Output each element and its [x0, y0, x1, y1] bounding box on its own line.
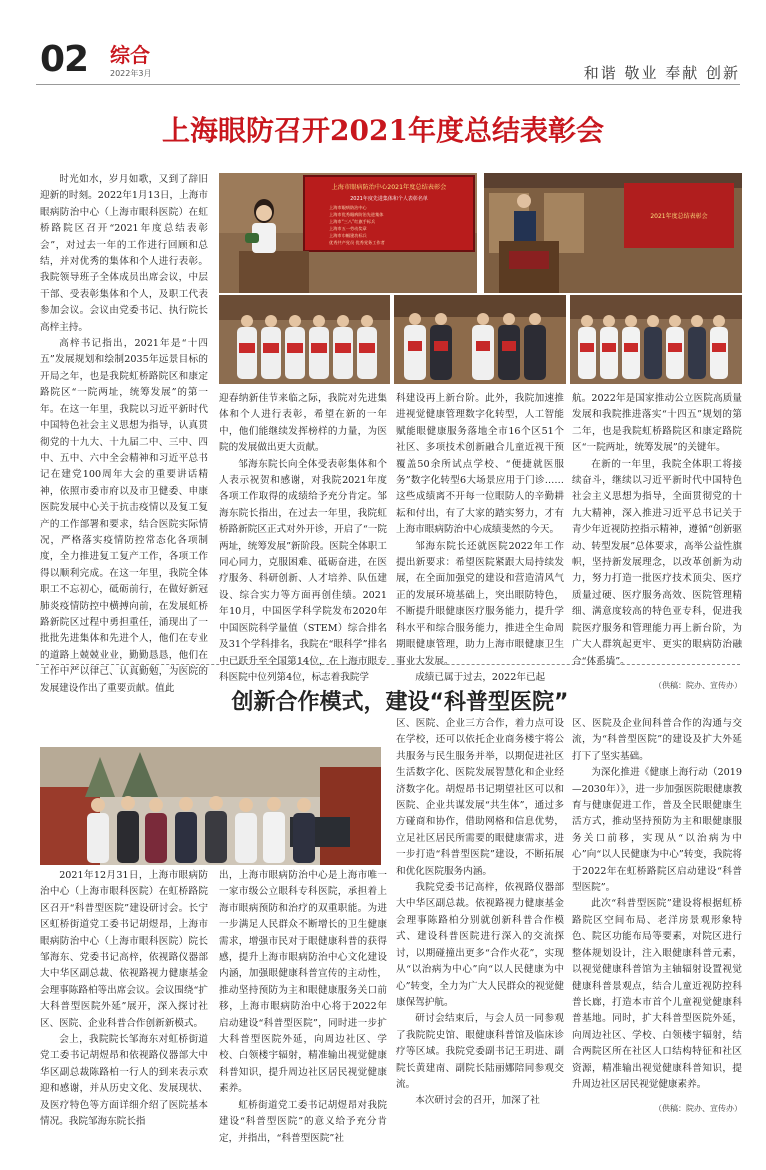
article2-credit: （供稿：院办、宣传办） — [654, 1104, 742, 1114]
motto: 和谐 敬业 奉献 创新 — [583, 64, 740, 82]
article2-col2 — [219, 868, 387, 1160]
article2-col1 — [40, 868, 208, 1160]
article2-paragraph: 区、医院及企业间科普合作的沟通与交流，为“科普型医院”的建设及扩大外延打下了坚实基础。 — [572, 718, 742, 762]
article2-paragraph: 为深化推进《健康上海行动（2019—2030年）》，进一步加强医院眼健康教育与健康促进工作，普及全民眼健康生活方式，推动坚持预防为主和眼健康服务关口前移，实现从“以治病为中心”向“以人民健康为中心”转变，我院将于2022年在虹桥路院区启动建设“科普型医院”。 — [572, 767, 742, 894]
photo-award-group-3 — [570, 295, 742, 384]
screen-small-title: 2021年度总结表彰会 — [650, 213, 708, 220]
article2-paragraph: 研讨会结束后，与会人员一同参观了我院院史馆、眼健康科普馆及临床诊疗等区域。我院党委副书记王玥进、副院长黄建南、副院长陆丽娜陪同参观交流。 — [396, 1013, 564, 1090]
issue-date: 2022年3月 — [110, 69, 152, 78]
photo-director-speech-image — [484, 173, 742, 293]
screen-list-title: 2021年度先进集体和个人表彰名单 — [350, 196, 428, 202]
photo-award-group-1 — [219, 295, 390, 384]
article1-paragraph: 科建设再上新台阶。此外，我院加速推进视觉健康管理数字化转型，人工智能赋能眼健康服务落地全市16个区51个社区、多项技术创新融合儿童近视干预覆盖50余所试点学校、“便捷就医服务”数字化转型6大场景应用于门诊……这些成绩离不开每一位眼防人的辛勤耕耘和付出，有了大家的踏实努力，才有上海市眼病防治中心成绩斐然的今天。 — [396, 393, 564, 536]
article2-paragraph: 我院党委书记高梓，依视路仪器部大中华区副总裁。依视路视力健康基金会理事陈路柏分别就创新科普合作模式、建设科普医院进行深入的交流探讨，以期碰撞出更多“合作火花”，实现从“以治病为中心”向“以人民健康为中心”转变，全力为广大人民群众的视觉健康保驾护航。 — [396, 882, 564, 1008]
article1-title: 上海眼防召开2021年度总结表彰会 — [162, 114, 604, 147]
article2-col3 — [396, 716, 564, 1160]
article1-paragraph: 时光如水，岁月如歌，又到了辞旧迎新的时刻。2022年1月13日，上海市眼病防治中心（上海市眼科医院）在虹桥路院区召开“2021年度总结表彰会”，对过去一年的工作进行回顾和总结，并对优秀的集体和个人进行表彰。我院领导班子全体成员出席会议，中层干部、受表彰集体和个人，及职工代表参加会议。会议由党委书记、执行院长高梓主持。 — [40, 174, 208, 333]
article1-paragraph: 在新的一年里，我院全体职工将接续奋斗，继续以习近平新时代中国特色社会主义思想为指导，全面贯彻党的十九大精神，深入推进习近平总书记关于青少年近视防控指示精神，遵循“创新驱动、转型发展”总体要求，高举公益性旗帜，坚持新发展理念，以改革创新为动力，努力打造一批医疗技术顶尖、医疗质量过硬、医疗服务高效、医院管理精细、满意度较高的特色亚专科，促进我院医疗服务和管理能力再上新台阶，为广大人群筑起更牢、更实的眼病防治融合“体系墙”。 — [572, 458, 742, 667]
article1-col2 — [219, 391, 387, 683]
section-title: 综合 — [110, 43, 150, 67]
article2-paragraph: 出，上海市眼病防治中心是上海市唯一一家市级公立眼科专科医院，承担着上海市眼病预防和治疗的双重职能。为进一步满足人民群众不断增长的卫生健康需求，增强市民对于眼健康科普的获得感，提升上海市眼病防治中心文化建设内涵，加强眼健康科普宣传的主动性，推动坚持预防为主和眼健康服务关口前移，上海市眼病防治中心将于2022年启动建设“科普型医院”，同时进一步扩大科普型医院外延，向周边社区、学校、白领楼宇辐射，精准输出视觉健康科普知识，提升周边社区居民视觉健康素养。 — [219, 870, 387, 1095]
screen-list-line: 优秀共产党员 优秀党务工作者 — [329, 240, 385, 245]
photo-research-meeting-group — [40, 747, 381, 865]
header-divider — [36, 84, 740, 85]
article1-credit: （供稿：院办、宣传办） — [654, 680, 742, 690]
article2-col4 — [572, 716, 742, 1160]
photo-podium-speaker — [219, 173, 477, 293]
article1-paragraph: 邹海东院长还就医院2022年工作提出新要求：希望医院紧跟大局持续发展，在全面加强党的建设和营造清风气正的发展环境基础上，突出眼防特色，不断提升眼健康医疗服务能力，提升学科水平和综合服务能力，推进全生命周期眼健康管理，助力上海市眼健康卫生事业大发展。 — [396, 540, 564, 667]
article-divider — [36, 664, 740, 665]
screen-list-line: 上海市五一劳动奖章 — [329, 226, 367, 231]
article1-col3 — [396, 391, 564, 683]
article2-paragraph: 本次研讨会的召开，加深了社 — [415, 1095, 540, 1107]
photo-podium-speaker-image — [219, 173, 477, 293]
article2-paragraph: 2021年12月31日，上海市眼病防治中心（上海市眼科医院）在虹桥路院区召开“科普型医院”建设研讨会。长宁区虹桥街道党工委书记胡煜昂，上海市眼病防治中心（上海市眼科医院）院长邹海东、党委书记高梓，依视路仪器部大中华区副总裁、依视路视力健康基金会理事陈路柏等出席会议。会议围绕“扩大科普型医院外延”展开，深入探讨社区、医院、企业科普合作创新新模式。 — [40, 870, 208, 1029]
photo-award-group-1-image — [219, 295, 390, 384]
screen-list-line: 上海市优秀眼病防治先进集体 — [329, 212, 384, 217]
screen-list-line: 上海市“三八”红旗手标兵 — [329, 219, 376, 224]
photo-director-speech — [484, 173, 742, 293]
photo-award-group-2 — [394, 295, 566, 384]
article1-col4 — [572, 391, 742, 690]
article2-paragraph: 区、医院、企业三方合作，着力点可设在学校，还可以依托企业商务楼宇将公共服务与民生服务并举，以期促进社区生活数字化、医院发展智慧化和企业经济数字化。胡煜昂书记期望社区可以和医院、企业共谋发展“共生体”，通过多方碰商和协作，借助网格和信息优势，立足社区居民所需要的眼健康需求，进一步打造“科普型医院”建设，不断拓展和优化医院服务内涵。 — [396, 718, 564, 877]
article2-paragraph: 会上，我院院长邹海东对虹桥街道党工委书记胡煜昂和依视路仪器部大中华区副总裁陈路柏一行人的到来表示欢迎和感谢，并从历史文化、发展现状、及医疗特色等方面详细介绍了医院基本情况。我院邹海东院长指 — [40, 1034, 208, 1128]
article2-paragraph: 虹桥街道党工委书记胡煜昂对我院建设“科普型医院”的意义给予充分肯定，并指出，“科普型医院”社 — [219, 1099, 387, 1144]
photo-research-meeting-group-image — [40, 747, 381, 865]
article1-paragraph: 高梓书记指出，2021年是“十四五”发展规划和绘制2035年远景目标的开局之年，也是我院虹桥路院区和康定路院区“一院两址，统筹发展”的第一年。在这一年里，我院以习近平新时代中国特色社会主义思想为指导，认真贯彻党的十九大、十九届二中、三中、四中、五中、六中全会精神和习近平总书记在建党100周年大会的重要讲话精神，依照市委市府以及市卫健委、申康医院发展中心关于抗击疫情以及复工复产的工作部署和要求，结合医院实际情况，严格落实疫情防控常态化各项制度，全力推进复工复产工作，各项工作得以顺利完成。在这一年里，我院全体职工不忘初心，砥砺前行，在做好新冠肺炎疫情防控中横搏向前，在发展虹桥路新院区过程中勇担重任，涌现出了一批批先进集体和先进个人，他们在专业的道路上兢兢业业，勤勤恳恳，他们在工作中严以律己、认真勤勉，为医院的发展建设作出了重要贡献。值此 — [40, 338, 208, 694]
page-header — [0, 0, 766, 92]
article2-paragraph: 此次“科普型医院”建设将根据虹桥路院区空间布局、老洋房景观形象特色、院区功能布局等要素，对院区进行整体规划设计，注入眼健康科普元素，以视觉健康科普馆为主轴辐射设置视觉健康科普景观点，结合儿童近视防控科普长廊，打造本市首个儿童视觉健康科普基地。同时，扩大科普型医院外延，向周边社区、学校、白领楼宇辐射，结合两院区所在社区人口结构特征和社区资源，精准输出视觉健康科普知识，提升周边社区居民视觉健康素养。 — [572, 898, 742, 1090]
screen-list-line: 上海市巾帼建功标兵 — [329, 233, 367, 238]
article1-col1 — [40, 172, 208, 694]
photo-award-group-3-image — [570, 295, 742, 384]
photo-award-group-2-image — [394, 295, 566, 384]
article1-paragraph: 迎春纳新佳节来临之际，我院对先进集体和个人进行表彰，希望在新的一年中，他们能继续发挥榜样的力量，为医院的发展做出更大贡献。 — [219, 393, 387, 454]
page-number: 02 — [40, 39, 89, 80]
article2-title: 创新合作模式，建设“科普型医院” — [231, 690, 569, 715]
screen-list-line: 上海市眼病防治中心 — [329, 205, 367, 210]
article1-paragraph: 成绩已属于过去，2022年已起 — [415, 671, 546, 683]
article1-paragraph: 邹海东院长向全体受表彰集体和个人表示祝贺和感谢，对我院2021年度各项工作取得的成绩给予充分肯定。邹海东院长指出，在过去一年里，我院虹桥路新院区正式对外开诊，开启了“一院两址，统筹发展”新阶段。医院全体职工同心同力，克服困难、砥砺奋进，在医疗服务、科研创新、人才培养、队伍建设、综合实力等方面再创佳绩。2021年10月，中国医学科学院发布2020年中国医院科学量值（STEM）综合排名及31个学科排名，我院在“眼科学”排名中已跃升至全国第14位，在上海市眼专科医院中位列第4位，标志着我院学 — [219, 458, 387, 683]
article1-paragraph: 航。2022年是国家推动公立医院高质量发展和我院推进落实“十四五”规划的第二年，也是我院虹桥路院区和康定路院区“一院两址，统筹发展”的关键年。 — [572, 393, 742, 454]
screen-main-title: 上海市眼病防治中心2021年度总结表彰会 — [331, 184, 447, 191]
